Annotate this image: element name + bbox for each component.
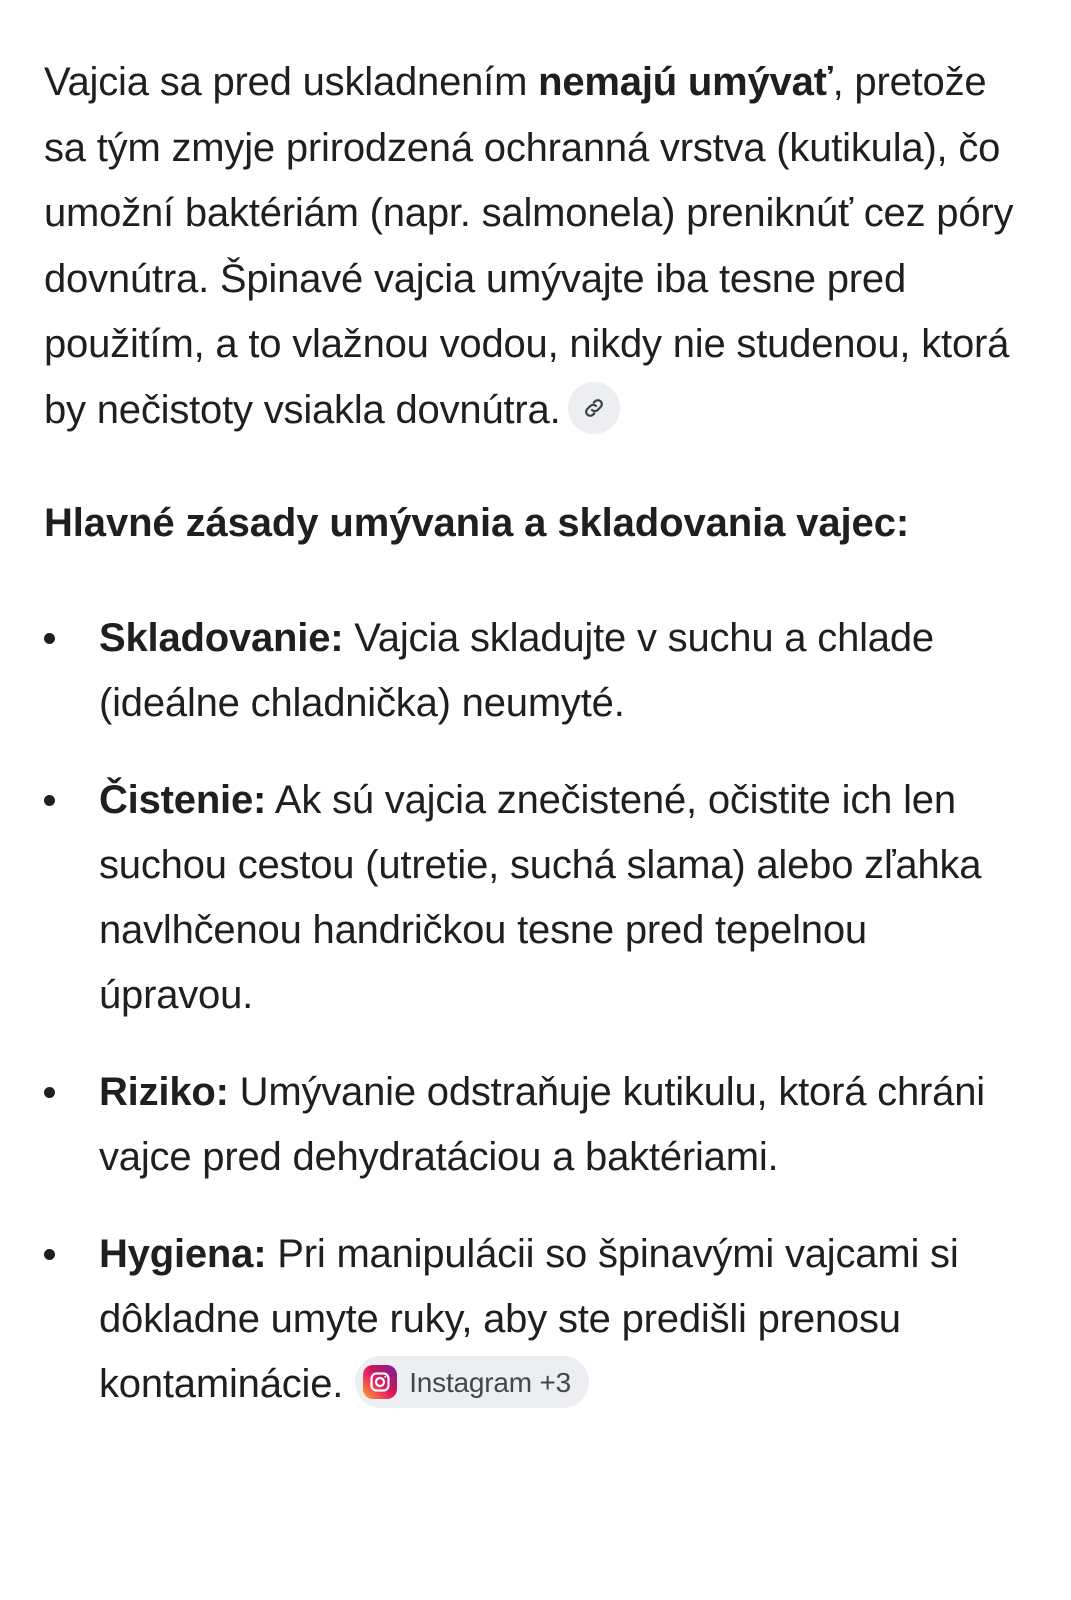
bullet-dot [44,795,55,806]
bullet-text: Umývanie odstraňuje kutikulu, ktorá chráni vajce pred dehydratáciou a baktériami. [99,1070,985,1179]
tips-list [44,606,1027,1417]
bullet-term: Skladovanie: [99,616,344,660]
list-item [44,1060,1027,1190]
link-icon [582,396,606,420]
intro-paragraph [44,50,1027,443]
list-item [44,1222,1027,1417]
instagram-icon [363,1365,397,1399]
intro-text-rest: , pretože sa tým zmyje prirodzená ochranná vrstva (kutikula), čo umožní baktériám (napr. salmonela) preniknúť cez póry dovnútra. Špinavé vajcia umývajte iba tesne pred použitím, a to vlažnou vodou, nikdy nie studenou, ktorá by nečistoty vsiakla dovnútra. [44,60,1014,432]
bullet-term: Čistenie: [99,778,267,822]
bullet-term: Hygiena: [99,1232,267,1276]
bullet-text: Vajcia skladujte v suchu a chlade (ideálne chladnička) neumyté. [99,616,934,725]
source-link-button[interactable] [568,382,620,434]
bullet-dot [44,1249,55,1260]
intro-bold-text: nemajú umývať [538,60,833,104]
section-heading: Hlavné zásady umývania a skladovania vajec: [44,501,910,545]
source-chip-label: Instagram +3 [409,1366,572,1398]
list-item [44,768,1027,1028]
bullet-dot [44,633,55,644]
bullet-term: Riziko: [99,1070,229,1114]
bullet-dot [44,1087,55,1098]
list-item [44,606,1027,736]
bullet-text: Pri manipulácii so špinavými vajcami si dôkladne umyte ruky, aby ste predišli prenosu kontaminácie. [99,1232,959,1406]
bullet-text: Ak sú vajcia znečistené, očistite ich len suchou cestou (utretie, suchá slama) alebo zľahka navlhčenou handričkou tesne pred tepelnou úpravou. [99,778,982,1017]
intro-text-start: Vajcia sa pred uskladnením [44,60,539,104]
source-chip-button[interactable] [355,1356,589,1408]
